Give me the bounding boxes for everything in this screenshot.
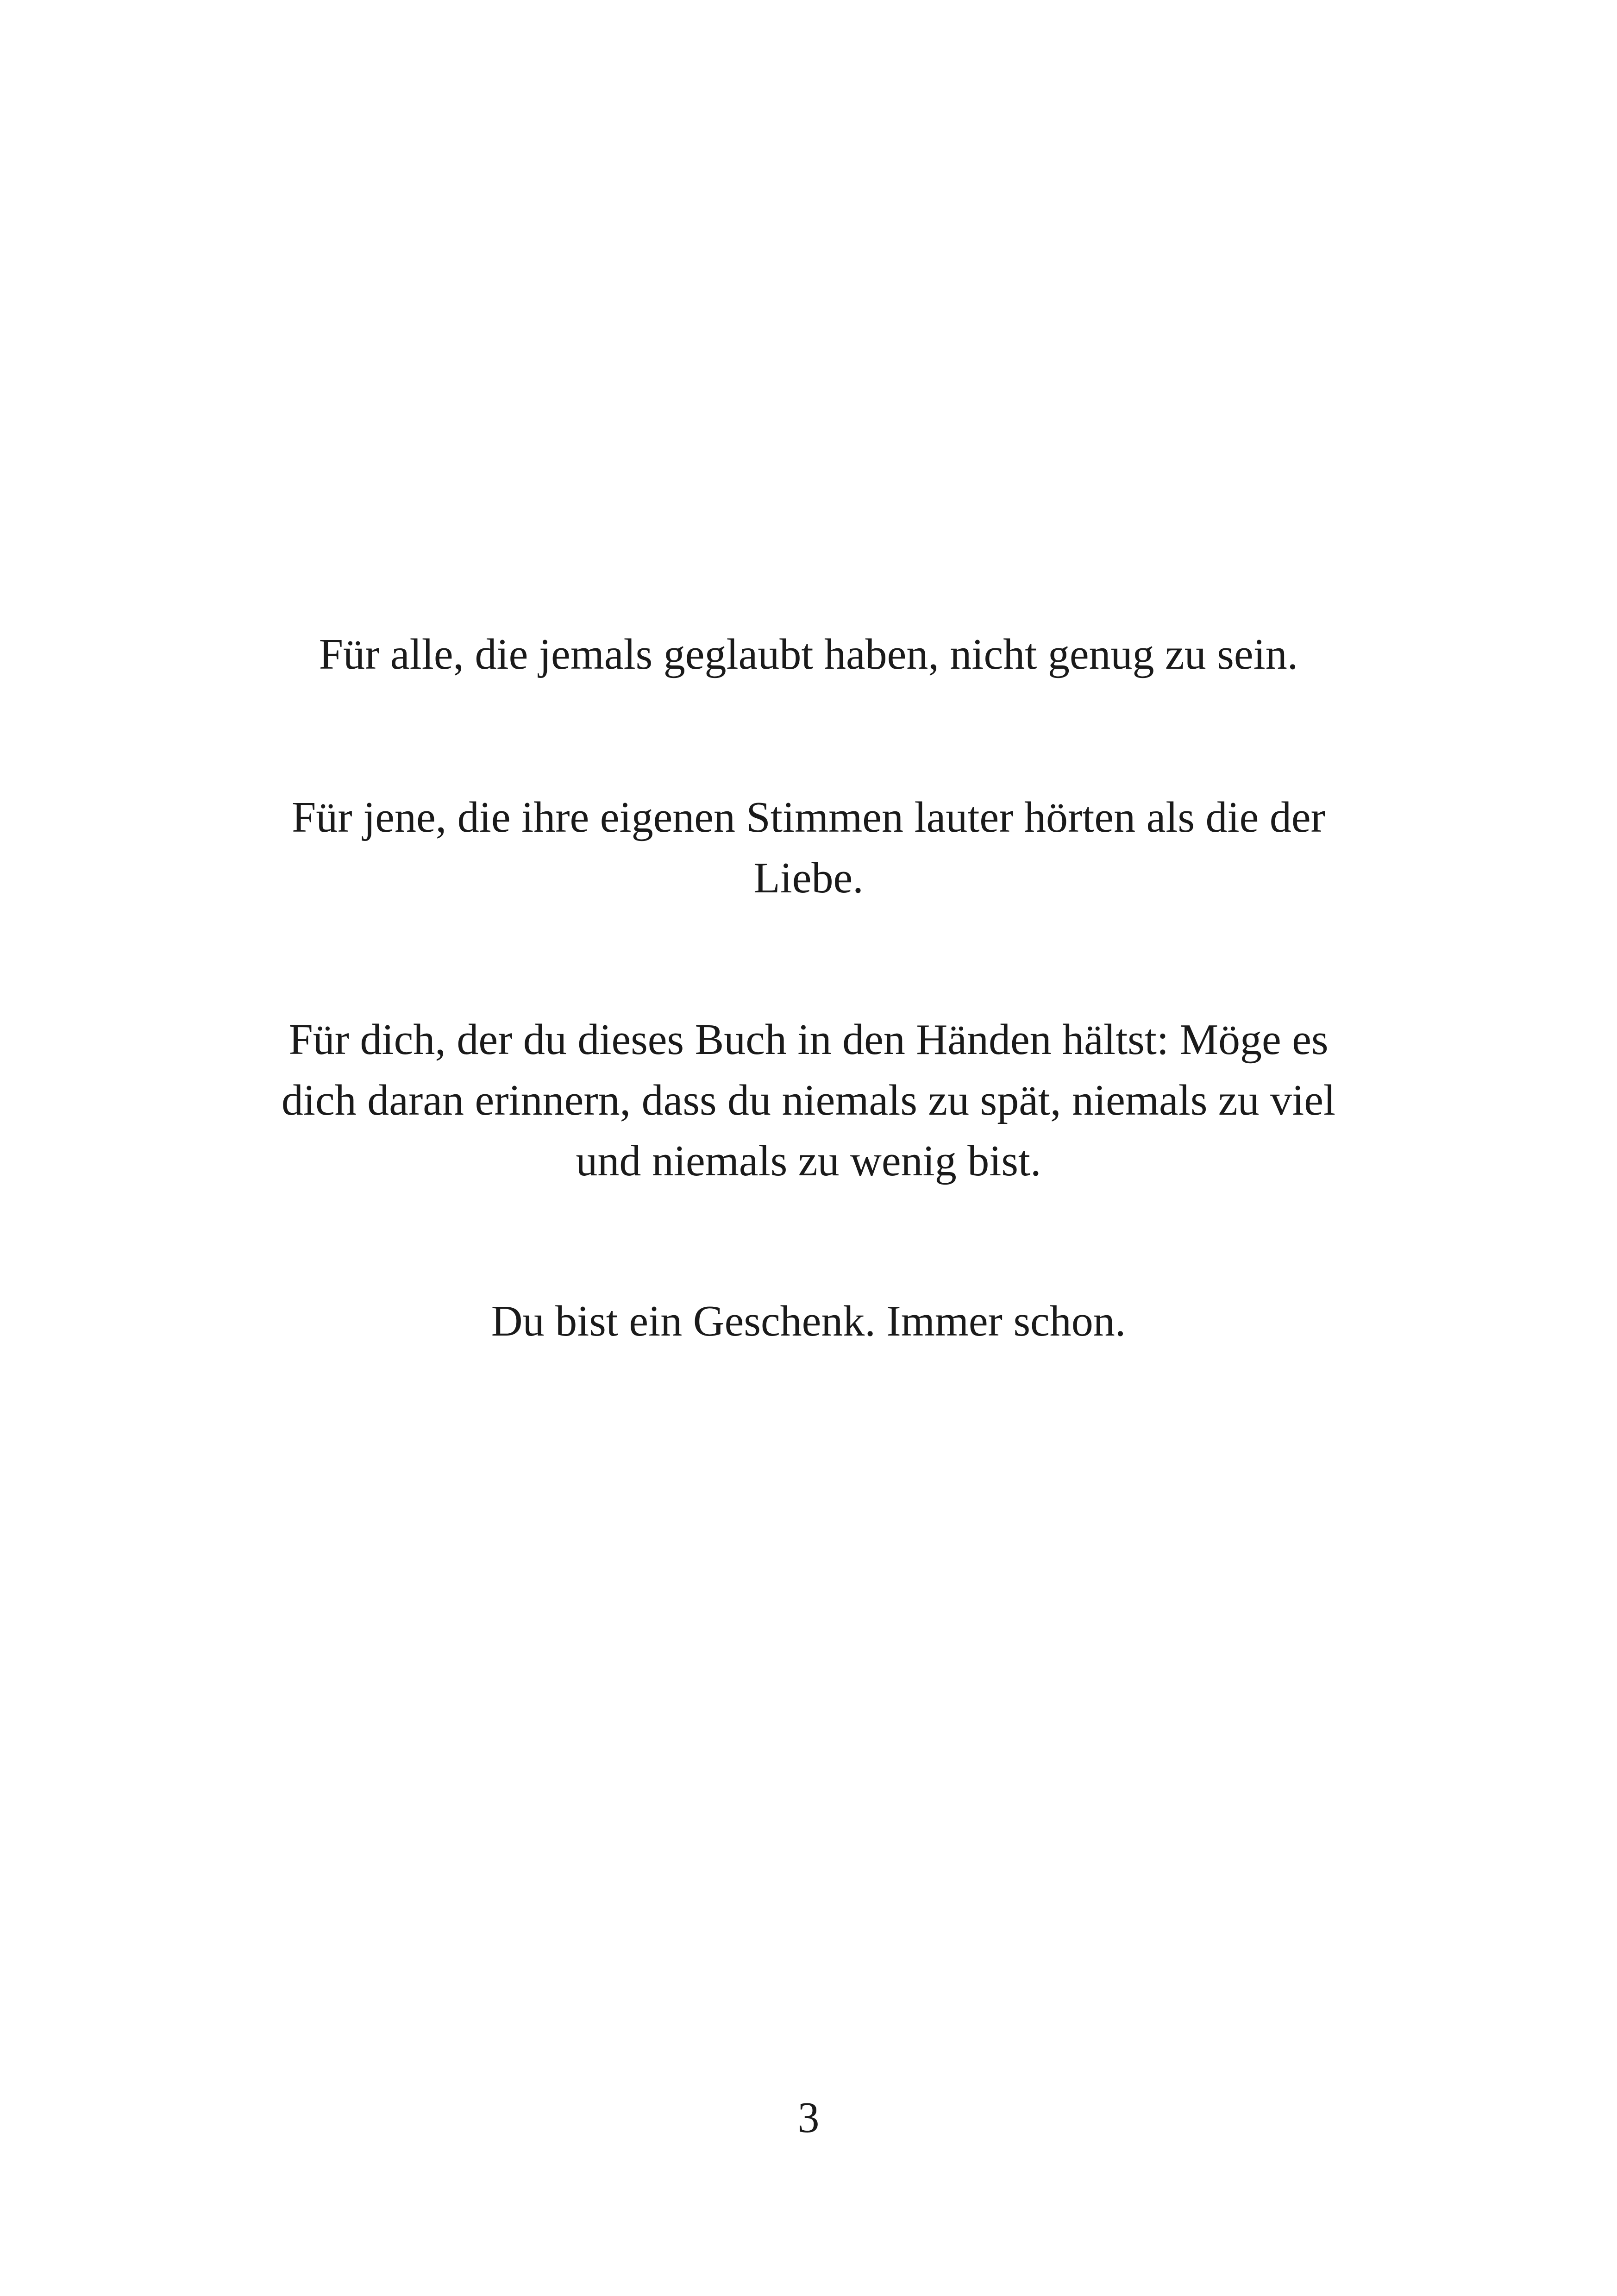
dedication-paragraph-2: Für jene, die ihre eigenen Stimmen lauter hörten als die der Liebe. [292, 793, 1325, 902]
dedication-paragraph-4: Du bist ein Geschenk. Immer schon. [491, 1297, 1126, 1345]
dedication-paragraph-3: Für dich, der du dieses Buch in den Händen hältst: Möge es dich daran erinnern, dass du niemals zu spät, niemals zu viel und niemals zu wenig bist. [281, 1016, 1336, 1185]
page-number: 3 [797, 2094, 820, 2142]
dedication-paragraph-1: Für alle, die jemals geglaubt haben, nicht genug zu sein. [319, 630, 1298, 678]
